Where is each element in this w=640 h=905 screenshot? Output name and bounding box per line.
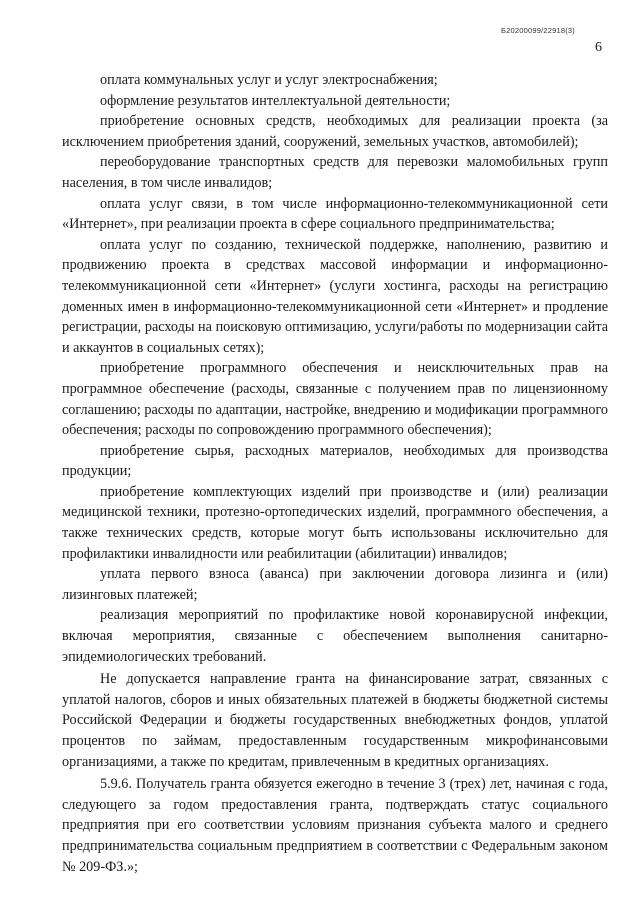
paragraph: переоборудование транспортных средств для перевозки маломобильных групп населения, в том числе инвалидов; bbox=[62, 154, 608, 191]
document-body bbox=[62, 70, 608, 877]
paragraph: оплата услуг по созданию, технической поддержке, наполнению, развитию и продвижению проекта в средствах массовой информации и информационно-телекоммуникационной сети «Интернет» (услуги хостинга, расходы на регистрацию доменных имен в информационно-телекоммуникационной сети «Интернет» и продление регистрации, расходы на поисковую оптимизацию, услуги/работы по модернизации сайта и аккаунтов в социальных сетях); bbox=[62, 236, 608, 356]
document-id: Б20200099/22918(3) bbox=[501, 26, 575, 35]
paragraph: приобретение сырья, расходных материалов, необходимых для производства продукции; bbox=[62, 442, 608, 480]
paragraph: приобретение основных средств, необходимых для реализации проекта (за исключением приобретения зданий, сооружений, земельных участков, автомобилей); bbox=[62, 113, 608, 150]
paragraph: уплата первого взноса (аванса) при заключении договора лизинга и (или) лизинговых платежей; bbox=[62, 566, 608, 603]
paragraph: оформление результатов интеллектуальной деятельности; bbox=[100, 92, 451, 109]
paragraph: оплата коммунальных услуг и услуг электроснабжения; bbox=[100, 72, 438, 88]
paragraph: оплата услуг связи, в том числе информационно-телекоммуникационной сети «Интернет», при реализации проекта в сфере социального предпринимательства; bbox=[62, 195, 608, 233]
page-number: 6 bbox=[595, 40, 602, 55]
paragraph: приобретение программного обеспечения и неисключительных прав на программное обеспечение (расходы, связанные с получением прав по лицензионному соглашению; расходы по адаптации, настройке, внедрению и модификации программного обеспечения; расходы по сопровождению программного обеспечения); bbox=[62, 360, 608, 439]
paragraph: Не допускается направление гранта на финансирование затрат, связанных с уплатой налогов, сборов и иных обязательных платежей в бюджеты бюджетной системы Российской Федерации и бюджеты государственных внебюджетных фондов, уплатой процентов по займам, предоставленным государственным микрофинансовыми организациями, а также по кредитам, привлеченным в кредитных организациях. bbox=[62, 671, 608, 770]
paragraph: 5.9.6. Получатель гранта обязуется ежегодно в течение 3 (трех) лет, начиная с года, следующего за годом предоставления гранта, подтверждать статус социального предприятия при его соответствии условиям признания субъекта малого и среднего предпринимательства социальным предприятием в соответствии с Федеральным законом № 209-ФЗ.»; bbox=[62, 776, 608, 875]
paragraph: приобретение комплектующих изделий при производстве и (или) реализации медицинской техники, протезно-ортопедических изделий, программного обеспечения, а также технических средств, которые могут быть использованы исключительно для профилактики инвалидности или реабилитации (абилитации) инвалидов; bbox=[62, 483, 608, 562]
paragraph: реализация мероприятий по профилактике новой коронавирусной инфекции, включая мероприятия, связанные с обеспечением выполнения санитарно-эпидемиологических требований. bbox=[62, 607, 608, 665]
